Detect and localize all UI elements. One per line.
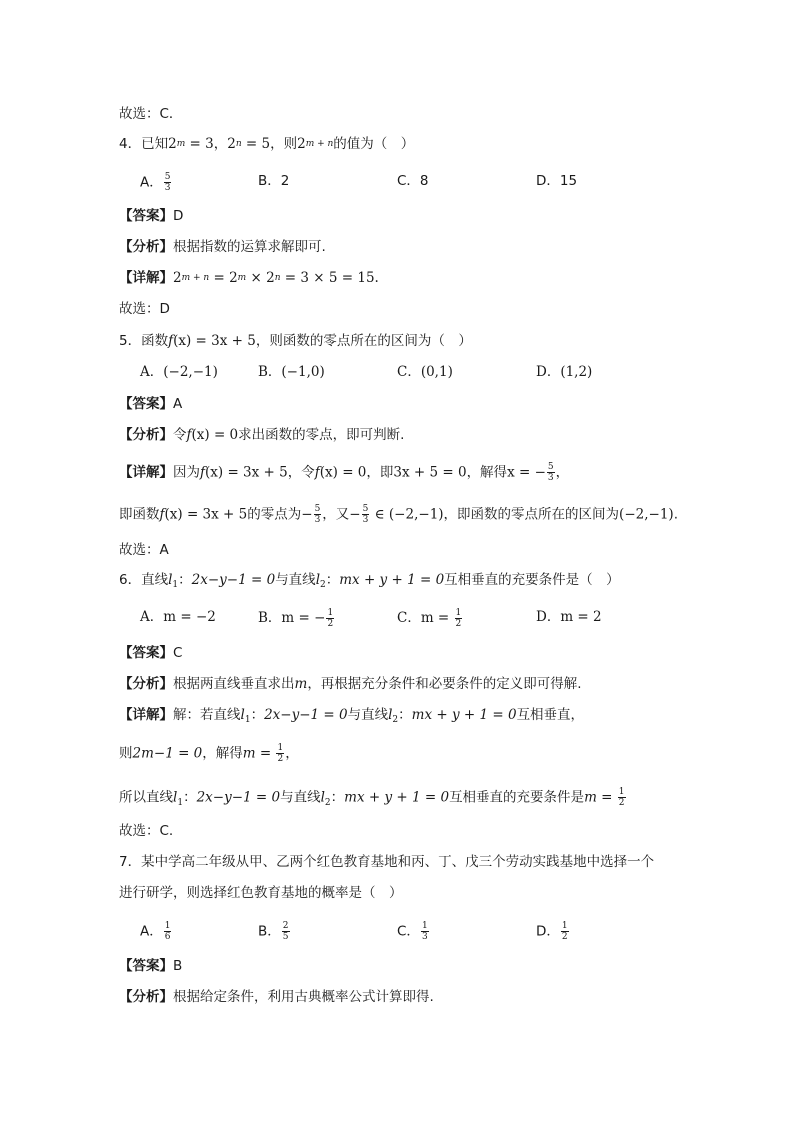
fraction: $\frac{1}{2}$ [561, 921, 568, 942]
q7-stem-line-2: 进行研学，则选择红色教育基地的概率是（ ） [119, 885, 403, 901]
fraction: $\frac{1}{6}$ [164, 921, 171, 942]
detail-tag: 【详解】 [119, 464, 173, 481]
fraction: $\frac{5}{3}$ [362, 504, 369, 525]
answer-tag: 【答案】 [119, 645, 173, 661]
detail-tag: 【详解】 [119, 707, 173, 723]
q6-option-c: C．m = $\frac{1}{2}$ [397, 608, 462, 629]
answer-tag: 【答案】 [119, 958, 173, 974]
q6-option-b: B．m = − $\frac{1}{2}$ [258, 608, 334, 629]
answer-tag: 【答案】 [119, 396, 173, 412]
q7-stem-line-1: 7．某中学高二年级从甲、乙两个红色教育基地和丙、丁、戊三个劳动实践基地中选择一个 [119, 854, 655, 870]
math-expression: f(x) = 0 [186, 427, 239, 443]
fraction: $\frac{5}{3}$ [164, 172, 171, 193]
q7-option-b: B． $\frac{2}{5}$ [258, 921, 289, 942]
q5-option-b: B．(−1,0) [258, 364, 325, 380]
math-expression: $2^n = 5$ [227, 136, 271, 152]
fraction: $\frac{1}{2}$ [327, 608, 334, 629]
analysis-tag: 【分析】 [119, 676, 173, 692]
q4-option-a: A． $\frac{5}{3}$ [140, 172, 171, 193]
q7-option-c: C． $\frac{1}{3}$ [397, 921, 428, 942]
answer-value: C [173, 645, 183, 661]
math-expression: $2^{m + n} = 2^m \times 2^n = 3 \times 5 = 15$. [173, 270, 379, 286]
q6-answer [119, 644, 182, 662]
q3-conclusion [119, 105, 182, 123]
q6-detail-line-1: 【详解】解：若直线$l_1$：2x−y−1 = 0与直线$l_2$：mx + y + 1 = 0互相垂直， [119, 707, 585, 725]
q7-option-a: A． $\frac{1}{6}$ [140, 921, 171, 942]
q4-option-c: C．8 [397, 173, 429, 189]
fraction: $\frac{2}{5}$ [282, 921, 289, 942]
q7-analysis: 【分析】根据给定条件，利用古典概率公式计算即得. [119, 989, 434, 1005]
fraction: $\frac{5}{3}$ [547, 462, 554, 483]
q5-option-a: A．(−2,−1) [140, 364, 218, 380]
q4-option-d: D．15 [536, 173, 578, 189]
q5-detail-line-2: 即函数f(x) = 3x + 5的零点为− $\frac{5}{3}$ ，又− $\frac{5}{3}$ ∈ (−2,−1)，即函数的零点所在的区间为(−2,−1). [119, 504, 678, 525]
fraction: $\frac{1}{2}$ [618, 787, 625, 808]
q7-answer [119, 957, 182, 975]
q5-analysis: 【分析】令f(x) = 0求出函数的零点，即可判断. [119, 427, 405, 443]
math-expression: $2^m = 3$ [168, 136, 214, 152]
q7-option-d: D． $\frac{1}{2}$ [536, 921, 568, 942]
q4-conclusion: 故选：D [119, 301, 170, 317]
q4-detail [119, 269, 379, 289]
analysis-tag: 【分析】 [119, 427, 173, 443]
q4-answer [119, 207, 183, 225]
question-number: 6． [119, 572, 142, 588]
question-number: 5． [119, 333, 142, 349]
q5-stem: 5．函数f(x) = 3x + 5，则函数的零点所在的区间为（ ） [119, 333, 472, 349]
stem-text: 已知 [141, 136, 169, 152]
math-expression: $2^{m + n}$ [297, 136, 334, 152]
q6-conclusion: 故选：C. [119, 823, 174, 839]
q6-detail-line-2: 则2m−1 = 0，解得m = $\frac{1}{2}$ ， [119, 743, 299, 764]
math-expression: f(x) = 3x + 5 [168, 333, 256, 349]
question-number: 4． [119, 136, 142, 152]
question-number: 7． [119, 854, 142, 870]
fraction: $\frac{1}{2}$ [455, 608, 462, 629]
detail-tag: 【详解】 [119, 270, 173, 286]
q6-option-a: A．m = −2 [140, 609, 216, 625]
answer-value: D [173, 208, 184, 224]
fraction: $\frac{5}{3}$ [314, 504, 321, 525]
q5-conclusion: 故选：A [119, 542, 169, 558]
q6-detail-line-3: 所以直线$l_1$：2x−y−1 = 0与直线$l_2$：mx + y + 1 = 0互相垂直的充要条件是m = $\frac{1}{2}$ [119, 787, 625, 808]
q5-answer [119, 395, 182, 413]
analysis-tag: 【分析】 [119, 989, 173, 1005]
q5-detail-line-1: 【详解】因为f(x) = 3x + 5，令f(x) = 0，即3x + 5 = 0，解得x = − $\frac{5}{3}$ ， [119, 462, 570, 483]
analysis-tag: 【分析】 [119, 239, 173, 255]
answer-value: B [173, 958, 183, 974]
q5-option-d: D．(1,2) [536, 364, 593, 380]
q3-choose-text: 故选：C． [119, 106, 183, 122]
answer-value: A [173, 396, 183, 412]
q4-option-b: B．2 [258, 173, 290, 189]
q4-analysis: 【分析】根据指数的运算求解即可. [119, 239, 326, 255]
q6-stem: 6．直线$l_1$：2x−y−1 = 0与直线$l_2$：mx + y + 1 = 0互相垂直的充要条件是（ ） [119, 572, 620, 590]
fraction: $\frac{1}{3}$ [421, 921, 428, 942]
answer-tag: 【答案】 [119, 208, 173, 224]
q6-analysis: 【分析】根据两直线垂直求出m，再根据充分条件和必要条件的定义即可得解. [119, 676, 582, 692]
q6-option-d: D．m = 2 [536, 609, 602, 625]
q4-stem: 4．已知$2^m = 3$，$2^n = 5$，则$2^{m + n}$的值为（ ） [119, 136, 415, 152]
fraction: $\frac{1}{2}$ [277, 743, 284, 764]
q5-option-c: C．(0,1) [397, 364, 453, 380]
